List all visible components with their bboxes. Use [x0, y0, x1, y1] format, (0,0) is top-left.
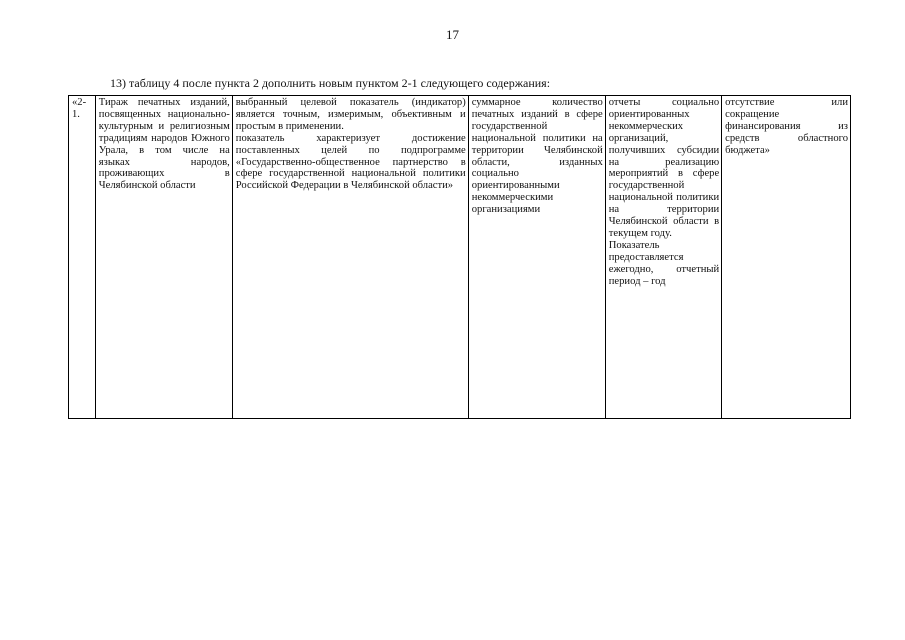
intro-text: 13) таблицу 4 после пункта 2 дополнить новым пунктом 2-1 следующего содержания: — [110, 76, 551, 90]
source-paragraph-1: отчеты социально ориентированных некоммерческих организаций, получивших субсидии на реализацию мероприятий в сфере государственной национальной политики на территории Челябинской области в текущем году. — [608, 97, 720, 239]
cell-source — [605, 96, 721, 419]
justification-paragraph-2: показатель характеризует достижение поставленных целей по подпрограмме «Государственно-общественное партнерство в сфере государственной национальной политики Российской Федерации в Челябинской области» — [235, 132, 466, 192]
source-paragraph-2: Показатель предоставляется ежегодно, отчетный период – год — [608, 239, 720, 287]
indicator-table — [68, 95, 851, 419]
cell-risk: отсутствие или сокращение финансирования из средств областного бюджета» — [722, 96, 851, 419]
cell-calculation: суммарное количество печатных изданий в сфере государственной национальной политики на территории Челябинской области, изданных социально ориентированными некоммерческими организациями — [468, 96, 605, 419]
cell-indicator-name: Тираж печатных изданий, посвященных национально-культурным и религиозным традициям народов Южного Урала, в том числе на языках народов, проживающих в Челябинской области — [95, 96, 232, 419]
justification-paragraph-1: выбранный целевой показатель (индикатор) является точным, измеримым, объективным и простым в применении. — [235, 97, 466, 132]
table-row — [69, 96, 851, 419]
cell-number: «2-1. — [69, 96, 96, 419]
page-number: 17 — [446, 27, 459, 42]
cell-justification — [232, 96, 468, 419]
